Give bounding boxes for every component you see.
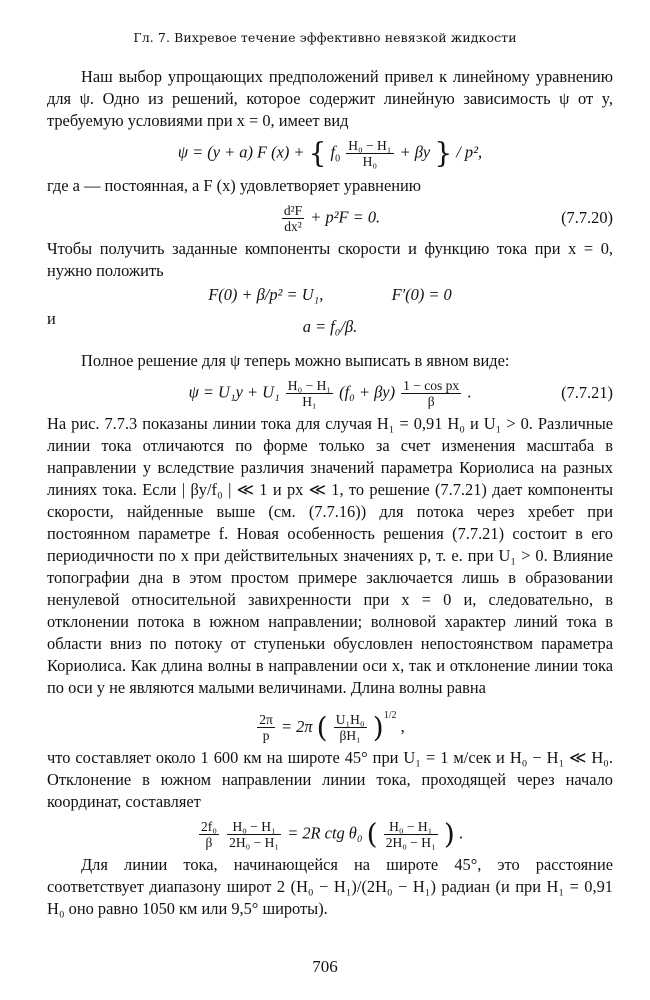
eq7-f3-num: H₀ − H₁ [384, 819, 438, 835]
eq1-frac-den: H₀ [362, 154, 378, 169]
eq7-f1-den: β [205, 835, 213, 851]
running-header: Гл. 7. Вихревое течение эффективно невязкой жидкости [133, 30, 517, 45]
eq2-frac-num: d²F [283, 202, 303, 218]
eq6-power: 1/2 [383, 709, 397, 721]
paragraph-intro: Наш выбор упрощающих предположений привел к линейному уравнению для ψ. Одно из решений, которое содержит линейную зависимость ψ от y, требуемую условиями при x = 0, имеет вид [47, 67, 613, 130]
eq6-fraction-1 [257, 712, 275, 743]
eq6-mid: = 2π [280, 716, 313, 736]
paragraph-streamlines: На рис. 7.7.3 показаны линии тока для случая H₁ = 0,91 H₀ и U₁ > 0. Различные линии тока отличаются по форме только за счет изменения масштаба в направлении y вследствие различия значений параметра Кориолиса на разных линиях тока. Если | βy/f₀ | ≪ 1 и px ≪ 1, то решение (7.7.21) дает компоненты скорости, найденные выше (см. (7.7.16)) для потока через хребет при постоянном параметре f. Новая особенность решения (7.7.21) состоит в его периодичности по x при действительных значениях p, т. е. при U₁ > 0. Влияние топографии дна в этом простом примере заключается лишь в образовании ненулевой относительной завихренности при x = 0 и, следовательно, в отклонении потока в южном направлении; волновой характер линий тока в области вниз по потоку от ступеньки обусловлен непостоянством параметра Кориолиса. Как длина волны в направлении оси x, так и отклонение линии тока по оси y не являются малыми величинами. Длина волны равна [47, 413, 613, 697]
eq6-fraction-2 [334, 712, 367, 743]
open-paren-icon: ( [366, 817, 378, 851]
eq5-f1-num: H₀ − H₁ [287, 377, 332, 393]
eq5-lhs: ψ = U₁y + U₁ [188, 381, 280, 401]
eq6-f2-num: U₁H₀ [335, 712, 365, 728]
text-where: где a — постоянная, а F (x) удовлетворяет уравнению [47, 175, 422, 195]
close-paren-icon: ) [372, 710, 384, 744]
paragraph-deflection: что составляет около 1 600 км на широте 45° при U₁ = 1 м/сек и H₀ − H₁ ≪ H₀. Отклонение в южном направлении линии тока, проходящей через начало координат, составляет [47, 748, 613, 812]
text-and: и [47, 308, 56, 328]
equation-a: a = f₀/β. [302, 316, 358, 336]
eq5-f1-den: H₁ [302, 393, 317, 409]
eq3-left: F(0) + β/p² = U₁, [208, 284, 324, 304]
eq5-end: . [467, 381, 472, 401]
equation-number: (7.7.21) [561, 383, 613, 403]
eq1-f0: f [330, 142, 336, 162]
eq7-fraction-3 [384, 819, 438, 850]
eq1-fraction [346, 138, 393, 169]
close-brace-icon: } [434, 136, 453, 170]
eq5-fraction-1 [286, 378, 333, 409]
eq6-f2-den: βH₁ [339, 728, 361, 744]
eq1-rest: + βy [399, 142, 431, 162]
open-paren-icon: ( [316, 710, 328, 744]
eq5-fraction-2 [401, 378, 461, 409]
equation-7-7-21 [47, 378, 613, 409]
close-paren-icon: ) [443, 817, 455, 851]
eq1-lhs: ψ = (y + a) F (x) + [177, 142, 305, 162]
equation-wavelength [47, 705, 613, 744]
equation-7-7-20 [47, 203, 613, 234]
paragraph-full-solution: Полное решение для ψ теперь можно выписать в явном виде: [81, 350, 510, 370]
eq5-mid: (f₀ + βy) [339, 381, 396, 401]
eq2-frac-den: dx² [284, 218, 302, 234]
eq5-f2-num: 1 − cos px [403, 377, 460, 393]
equation-deflection [47, 819, 613, 850]
eq3-right: F′(0) = 0 [391, 284, 452, 304]
eq7-f2-num: H₀ − H₁ [227, 819, 281, 835]
eq5-f2-den: β [427, 393, 435, 409]
eq7-f1-num: 2f₀ [201, 819, 217, 835]
eq2-fraction [282, 203, 304, 234]
paragraph-conditions: Чтобы получить заданные компоненты скорости и функцию тока при x = 0, нужно положить [47, 238, 613, 280]
equation-psi-general: ψ = (y + a) F (x) + { $f_0$ $\frac{\text{H₀ − H₁}}{\text{H₀}}$ + βy } / p², [177, 136, 483, 170]
eq1-tail: / p², [456, 142, 483, 162]
eq7-f2-den: 2H₀ − H₁ [229, 835, 280, 851]
eq7-fraction-2 [227, 819, 281, 850]
eq1-frac-num: H₀ − H₁ [348, 138, 392, 153]
eq6-f1-den: p [262, 728, 270, 744]
paragraph-latitude: Для линии тока, начинающейся на широте 45°, это расстояние соответствует диапазону широт 2 (H₀ − H₁)/(2H₀ − H₁) радиан (и при H₁ = 0,91 H₀ оно равно 1050 км или 9,5° широты). [47, 855, 613, 919]
eq7-end: . [458, 823, 463, 843]
equation-boundary [47, 284, 613, 306]
page-body [47, 66, 613, 920]
eq6-f1-num: 2π [259, 712, 273, 728]
eq7-f3-den: 2H₀ − H₁ [385, 835, 436, 851]
open-brace-icon: { [308, 136, 327, 170]
equation-number: (7.7.20) [561, 208, 613, 228]
page-number: 706 [312, 957, 338, 976]
eq6-end: , [400, 716, 405, 736]
eq7-fraction-1 [199, 819, 219, 850]
eq2-rest: + p²F = 0. [310, 206, 381, 226]
eq7-mid: = 2R ctg θ₀ [287, 823, 363, 843]
